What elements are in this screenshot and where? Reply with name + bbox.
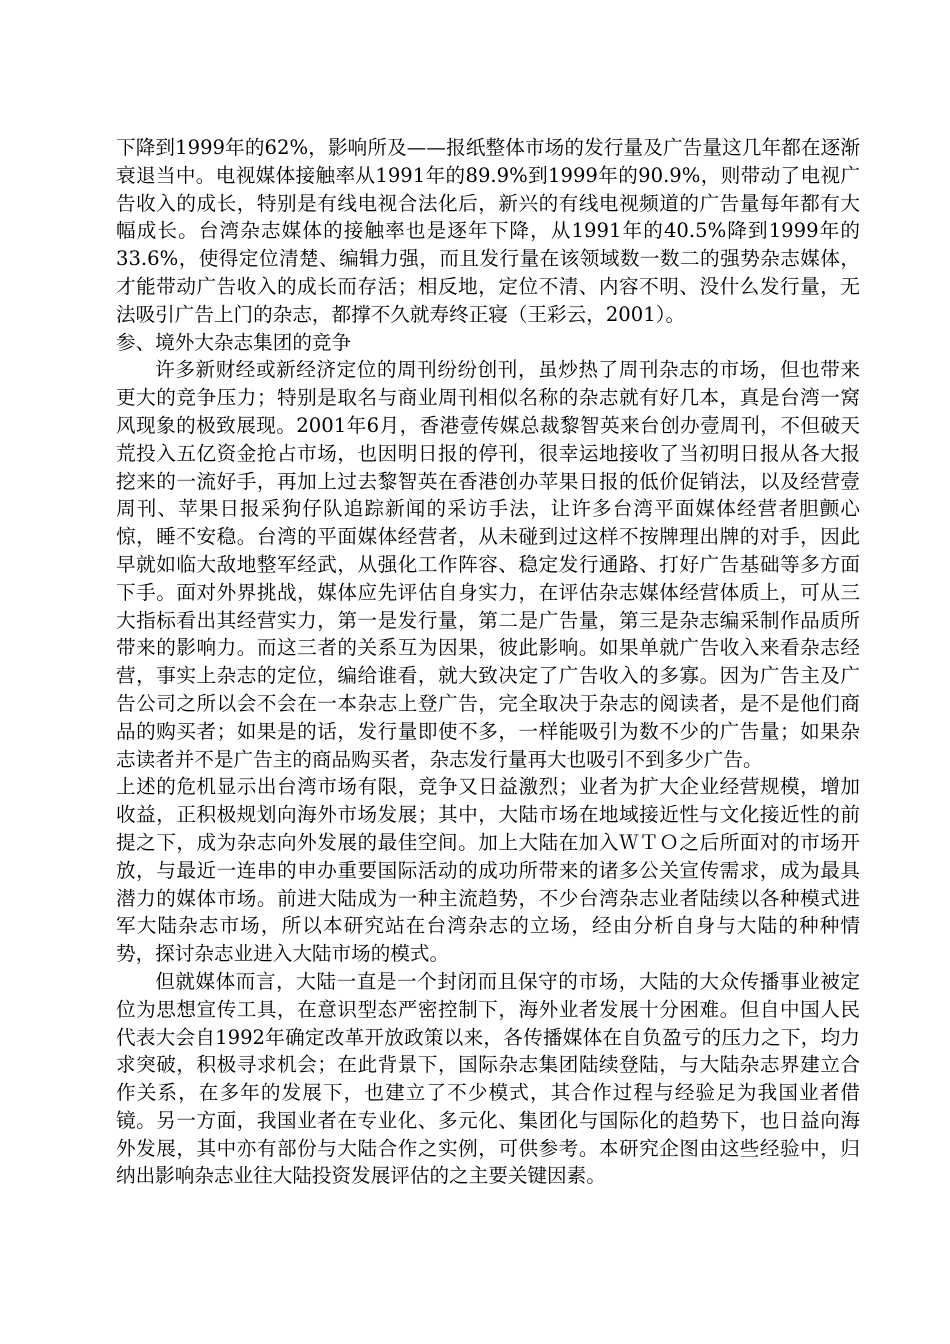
document-body xyxy=(116,134,860,1190)
section-heading: 参、境外大杂志集团的竞争 xyxy=(116,330,352,354)
paragraph-continuation: 下降到1999年的62%，影响所及——报纸整体市场的发行量及广告量这几年都在逐渐衰退当中。电视媒体接触率从1991年的89.9%到1999年的90.9%，则带动了电视广告收入的成长，特别是有线电视合法化后，新兴的有线电视频道的广告量每年都有大幅成长。台湾杂志媒体的接触率也是逐年下降，从1991年的40.5%降到1999年的33.6%，使得定位清楚、编辑力强，而且发行量在该领域数一数二的强势杂志媒体，才能带动广告收入的成长而存活；相反地，定位不清、内容不明、没什么发行量，无法吸引广告上门的杂志，都撑不久就寿终正寝（王彩云，2001）。 xyxy=(116,136,860,326)
paragraph-market-crisis: 上述的危机显示出台湾市场有限，竞争又日益激烈；业者为扩大企业经营规模，增加收益，正积极规划向海外市场发展；其中，大陆市场在地域接近性与文化接近性的前提之下，成为杂志向外发展的最佳空间。加上大陆在加入ＷＴＯ之后所面对的市场开放，与最近一连串的申办重要国际活动的成功所带来的诸多公关宣传需求，成为最具潜力的媒体市场。前进大陆成为一种主流趋势，不少台湾杂志业者陆续以各种模式进军大陆杂志市场，所以本研究站在台湾杂志的立场，经由分析自身与大陆的种种情势，探讨杂志业进入大陆市场的模式。 xyxy=(116,775,860,966)
paragraph-mainland-media: 但就媒体而言，大陆一直是一个封闭而且保守的市场，大陆的大众传播事业被定位为思想宣传工具，在意识型态严密控制下，海外业者发展十分困难。但自中国人民代表大会自1992年确定改革开放政策以来，各传播媒体在自负盈亏的压力之下，均力求突破，积极寻求机会；在此背景下，国际杂志集团陆续登陆，与大陆杂志界建立合作关系，在多年的发展下，也建立了不少模式，其合作过程与经验足为我国业者借镜。另一方面，我国业者在专业化、多元化、集团化与国际化的趋势下，也日益向海外发展，其中亦有部份与大陆合作之实例，可供参考。本研究企图由这些经验中，归纳出影响杂志业往大陆投资发展评估的之主要关键因素。 xyxy=(116,969,860,1188)
paragraph-competition: 许多新财经或新经济定位的周刊纷纷创刊，虽炒热了周刊杂志的市场，但也带来更大的竞争压力；特别是取名与商业周刊相似名称的杂志就有好几本，真是台湾一窝风现象的极致展现。2001年6月，香港壹传媒总裁黎智英来台创办壹周刊，不但破天荒投入五亿资金抢占市场，也因明日报的停刊，很幸运地接收了当初明日报从各大报挖来的一流好手，再加上过去黎智英在香港创办苹果日报的低价促销法，以及经营壹周刊、苹果日报采狗仔队追踪新闻的采访手法，让许多台湾平面媒体经营者胆颤心惊，睡不安稳。台湾的平面媒体经营者，从未碰到过这样不按牌理出牌的对手，因此早就如临大敌地整军经武，从强化工作阵容、稳定发行通路、打好广告基础等多方面下手。面对外界挑战，媒体应先评估自身实力，在评估杂志媒体经营体质上，可从三大指标看出其经营实力，第一是发行量，第二是广告量，第三是杂志编采制作品质所带来的影响力。而这三者的关系互为因果，彼此影响。如果单就广告收入来看杂志经营，事实上杂志的定位，编给谁看，就大致决定了广告收入的多寡。因为广告主及广告公司之所以会不会在一本杂志上登广告，完全取决于杂志的阅读者，是不是他们商品的购买者；如果是的话，发行量即使不多，一样能吸引为数不少的广告量；如果杂志读者并不是广告主的商品购买者，杂志发行量再大也吸引不到多少广告。 xyxy=(116,358,860,771)
